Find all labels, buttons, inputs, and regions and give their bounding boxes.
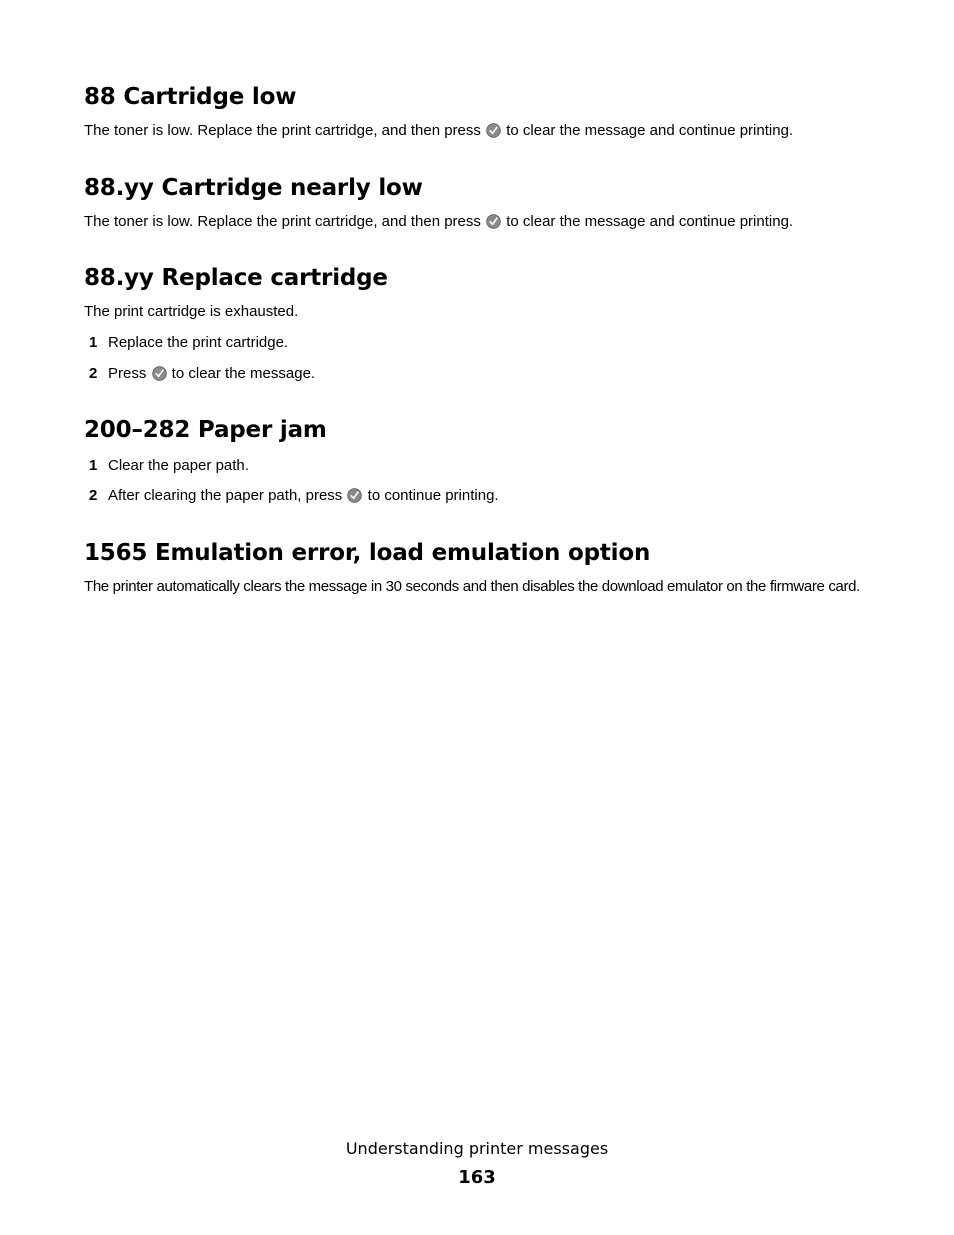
check-icon: [152, 366, 167, 381]
heading-200-282-paper-jam: 200–282 Paper jam: [84, 417, 327, 443]
step-text-after: to continue printing.: [363, 487, 499, 504]
paragraph-88-cartridge-low: [84, 121, 793, 141]
paragraph-cartridge-exhausted: The print cartridge is exhausted.: [84, 303, 299, 320]
heading-88yy-replace-cartridge: 88.yy Replace cartridge: [84, 265, 388, 291]
step-text-before: Press: [108, 365, 151, 382]
step-1-replace-cartridge: [84, 333, 288, 353]
step-text-before: After clearing the paper path, press: [108, 487, 347, 504]
check-icon: [486, 123, 501, 138]
step-text: Clear the paper path.: [108, 457, 249, 474]
paragraph-88yy-cartridge-nearly-low: [84, 212, 793, 232]
paragraph-emulation-error: The printer automatically clears the message in 30 seconds and then disables the download emulator on the firmware card.: [84, 578, 860, 595]
footer-chapter-title: Understanding printer messages: [345, 1139, 609, 1158]
step-2-press-check: [84, 364, 315, 384]
heading-88-cartridge-low: 88 Cartridge low: [84, 84, 297, 110]
heading-88yy-cartridge-nearly-low: 88.yy Cartridge nearly low: [84, 175, 423, 201]
step-number: 2: [89, 487, 98, 504]
step-2-press-check-continue: [84, 486, 499, 506]
paragraph-text-after: to clear the message and continue printing.: [502, 122, 794, 139]
footer-page-number: 163: [458, 1167, 496, 1188]
check-icon: [347, 488, 362, 503]
step-number: 1: [89, 457, 98, 474]
heading-1565-emulation-error: 1565 Emulation error, load emulation option: [84, 540, 651, 566]
paragraph-text-before: The toner is low. Replace the print cartridge, and then press: [84, 213, 486, 230]
step-1-clear-paper-path: [84, 456, 249, 476]
step-text: Replace the print cartridge.: [108, 334, 289, 351]
paragraph-text-after: to clear the message and continue printing.: [502, 213, 794, 230]
check-icon: [486, 214, 501, 229]
step-text-after: to clear the message.: [167, 365, 316, 382]
step-number: 1: [89, 334, 98, 351]
step-number: 2: [89, 365, 98, 382]
paragraph-text-before: The toner is low. Replace the print cartridge, and then press: [84, 122, 486, 139]
